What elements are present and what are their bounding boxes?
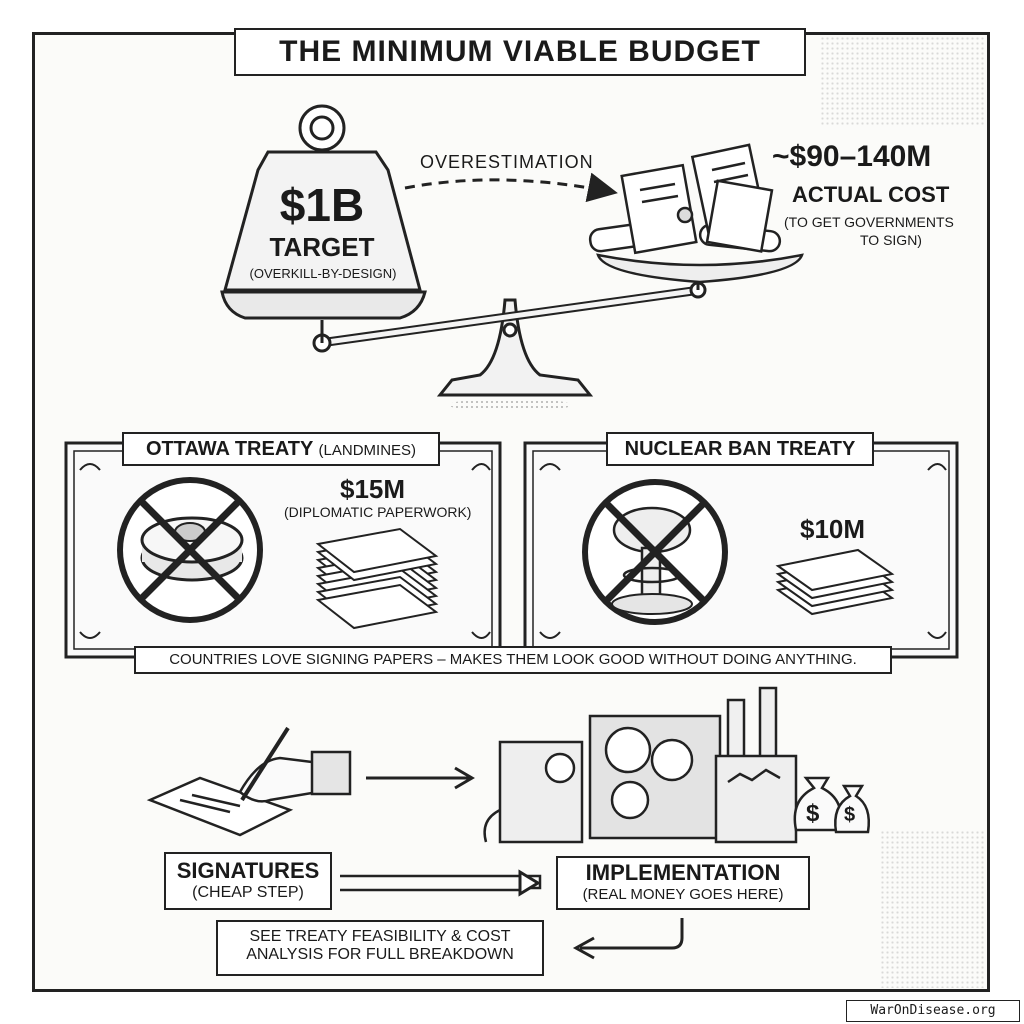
panels-caption [134, 646, 892, 674]
target-amount: $1B [279, 179, 365, 231]
signatures-label: SIGNATURES [176, 858, 320, 883]
actual-cost-sub-2: TO SIGN) [860, 232, 922, 248]
watermark-text: WarOnDisease.org [870, 1003, 996, 1018]
page-title-text: THE MINIMUM VIABLE BUDGET [279, 35, 761, 68]
overestimation-arrow [405, 180, 612, 192]
see-analysis-box [216, 920, 544, 976]
ottawa-title-small: (LANDMINES) [318, 442, 417, 459]
paper-stack-icon [318, 529, 436, 628]
signatures-box [164, 852, 332, 910]
ottawa-note: (DIPLOMATIC PAPERWORK) [284, 504, 472, 520]
ottawa-title-text: OTTAWA TREATY [145, 438, 313, 460]
arrow-hand-to-factory [366, 768, 472, 788]
see-analysis-line-1: SEE TREATY FEASIBILITY & COST [249, 928, 511, 945]
target-sub: (OVERKILL-BY-DESIGN) [249, 266, 397, 281]
nuclear-title-text: NUCLEAR BAN TREATY [624, 438, 856, 460]
implementation-box [556, 856, 810, 910]
nuclear-panel-title [606, 432, 874, 466]
implementation-sub: (REAL MONEY GOES HERE) [582, 886, 784, 903]
money-bag-symbol-1: $ [806, 800, 820, 827]
nuclear-amount: $10M [800, 514, 866, 544]
nuclear-no-sign-icon [585, 482, 725, 622]
actual-cost-amount: ~$90–140M [772, 140, 932, 173]
hand-signing-icon [150, 728, 350, 835]
landmine-no-sign-icon [120, 480, 260, 620]
implementation-label: IMPLEMENTATION [585, 860, 781, 885]
see-analysis-line-2: ANALYSIS FOR FULL BREAKDOWN [246, 946, 514, 963]
overestimation-label: OVERESTIMATION [420, 152, 594, 172]
arrow-signatures-to-implementation [340, 876, 540, 890]
money-bag-symbol-2: $ [844, 804, 856, 826]
signatures-sub: (CHEAP STEP) [192, 884, 304, 901]
ottawa-panel-title [122, 432, 440, 466]
actual-cost-sub-1: (TO GET GOVERNMENTS [784, 214, 954, 230]
panels-caption-text: COUNTRIES LOVE SIGNING PAPERS – MAKES THEM LOOK GOOD WITHOUT DOING ANYTHING. [169, 651, 857, 668]
paper-pile-icon [589, 145, 802, 282]
actual-cost-label: ACTUAL COST [792, 182, 950, 207]
ottawa-amount: $15M [340, 474, 406, 504]
factory-machine-icon [485, 688, 796, 842]
target-label: TARGET [269, 232, 375, 262]
watermark [846, 1000, 1020, 1022]
arrow-implementation-to-see [576, 918, 682, 958]
